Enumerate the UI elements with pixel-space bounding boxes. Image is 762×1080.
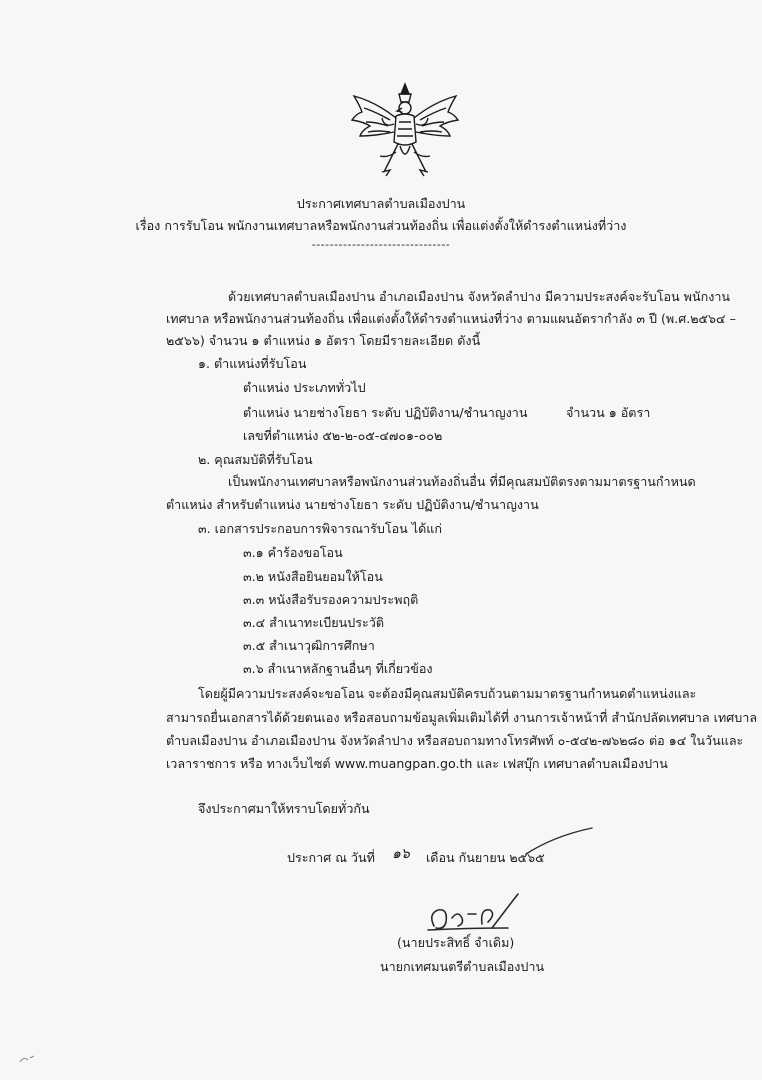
- closing-line-3: ตำบลเมืองปาน อำเภอเมืองปาน จังหวัดลำปาง หรือสอบถามทางโทรศัพท์ ๐-๕๔๒-๗๖๒๘๐ ต่อ ๑๔ ในวันและ: [166, 733, 744, 748]
- doc-item: ๓.๖ สำเนาหลักฐานอื่นๆ ที่เกี่ยวข้อง: [243, 661, 433, 676]
- signature-icon: [418, 888, 530, 934]
- section3-title: ๓. เอกสารประกอบการพิจารณารับโอน ได้แก่: [198, 521, 443, 536]
- intro-line-2: เทศบาล หรือพนักงานส่วนท้องถิ่น เพื่อแต่งตั้งให้ดำรงตำแหน่งที่ว่าง ตามแผนอัตรากำลัง ๓ ปี (พ.ศ.๒๕๖๔ –: [166, 311, 736, 326]
- date-day-handwritten: ๑๖: [392, 846, 410, 862]
- garuda-emblem-icon: [346, 82, 464, 178]
- closing-line-2: สามารถยื่นเอกสารได้ด้วยตนเอง หรือสอบถามข้อมูลเพิ่มเติมได้ที่ งานการเจ้าหน้าที่ สำนักปลัดเทศบาล เทศบาล: [166, 710, 758, 725]
- announcement-org: ประกาศเทศบาลตำบลเมืองปาน: [296, 196, 466, 211]
- doc-item: ๓.๔ สำเนาทะเบียนประวัติ: [243, 615, 385, 630]
- signature-flourish-icon: [524, 826, 594, 856]
- section2-title: ๒. คุณสมบัติที่รับโอน: [198, 452, 313, 467]
- signer-title: นายกเทศมนตรีตำบลเมืองปาน: [380, 959, 545, 974]
- date-rest: เดือน กันยายน ๒๕๖๕: [426, 850, 545, 865]
- header-divider: -------------------------------: [311, 238, 451, 251]
- announcement-subject: เรื่อง การรับโอน พนักงานเทศบาลหรือพนักงานส่วนท้องถิ่น เพื่อแต่งตั้งให้ดำรงตำแหน่งที่ว่าง: [135, 218, 627, 233]
- section1-count: จำนวน ๑ อัตรา: [566, 405, 651, 420]
- intro-line-1: ด้วยเทศบาลตำบลเมืองปาน อำเภอเมืองปาน จังหวัดลำปาง มีความประสงค์จะรับโอน พนักงาน: [228, 289, 731, 304]
- doc-item: ๓.๓ หนังสือรับรองความประพฤติ: [243, 592, 419, 607]
- doc-item: ๓.๕ สำเนาวุฒิการศึกษา: [243, 638, 375, 653]
- section1-position: ตำแหน่ง นายช่างโยธา ระดับ ปฏิบัติงาน/ชำนาญงาน: [243, 405, 528, 420]
- closing-line-1: โดยผู้มีความประสงค์จะขอโอน จะต้องมีคุณสมบัติครบถ้วนตามมาตรฐานกำหนดตำแหน่งและ: [198, 686, 697, 701]
- section1-type: ตำแหน่ง ประเภททั่วไป: [243, 380, 366, 395]
- doc-item: ๓.๒ หนังสือยินยอมให้โอน: [243, 569, 383, 584]
- date-prefix: ประกาศ ณ วันที่: [287, 850, 375, 865]
- section2-line-2: ตำแหน่ง สำหรับตำแหน่ง นายช่างโยธา ระดับ ปฏิบัติงาน/ชำนาญงาน: [166, 497, 539, 512]
- doc-item: ๓.๑ คำร้องขอโอน: [243, 545, 343, 560]
- section1-number: เลขที่ตำแหน่ง ๕๒-๒-๐๕-๔๗๐๑-๐๐๒: [243, 428, 443, 443]
- intro-line-3: ๒๕๖๖) จำนวน ๑ ตำแหน่ง ๑ อัตรา โดยมีรายละเอียด ดังนี้: [166, 333, 481, 348]
- closing-line-4: เวลาราชการ หรือ ทางเว็บไซต์ www.muangpan.go.th และ เฟสบุ๊ก เทศบาลตำบลเมืองปาน: [166, 756, 668, 771]
- signer-name: (นายประสิทธิ์ จำเดิม): [397, 935, 515, 950]
- section1-title: ๑. ตำแหน่งที่รับโอน: [198, 356, 307, 371]
- scan-speck-icon: [18, 1052, 38, 1066]
- section2-line-1: เป็นพนักงานเทศบาลหรือพนักงานส่วนท้องถิ่นอื่น ที่มีคุณสมบัติตรงตามมาตรฐานกำหนด: [228, 474, 696, 489]
- announce-line: จึงประกาศมาให้ทราบโดยทั่วกัน: [198, 801, 370, 816]
